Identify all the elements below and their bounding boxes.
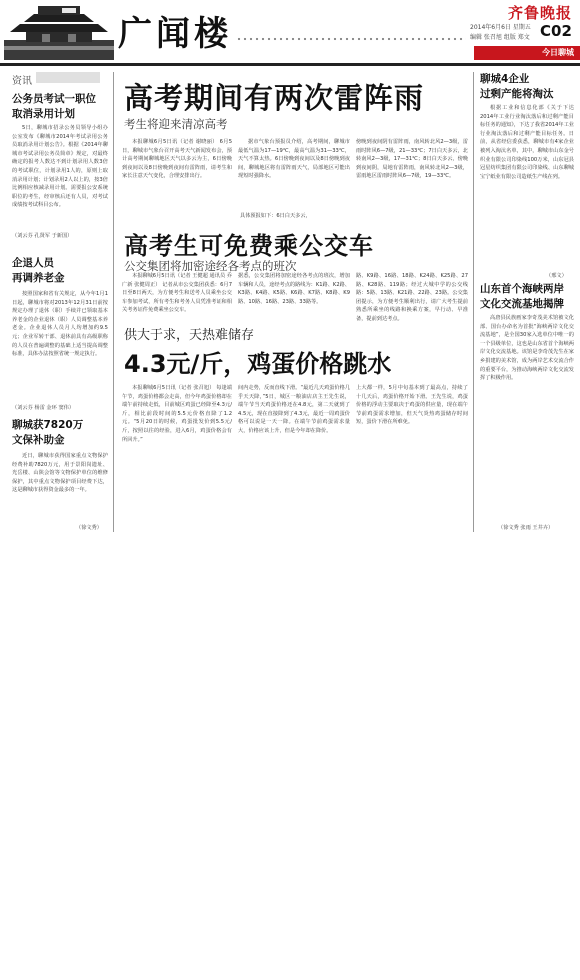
lead-byline-end: 具体预报如下：6日白天多云， [240,213,311,219]
headline-line: 聊城4企业 [480,73,530,85]
page-number: C02 [540,22,572,40]
story-body: 5日，聊城市招录公务员领导小组办公室发布《聊城市2014年考试录用公务员取消录用计划公告》。根据《2014年聊城市考试录用公务员简章》规定，对最终确定的报考人数达不到计划录用人数3倍的考试职位，计划录用1人的，原则上取消录用计划；计划录用2人以上的，按3倍比例相应核减录用计划。需要报公安系统职位的考生，经审核后还有人员，对考试成绩按考试科目公布。 [12,125,108,209]
column-rule-left [113,72,114,532]
lead-body-col3: 傍晚到夜间阴有雷阵雨，南风转北风2—3级，雷雨时阵风6—7级，21—33℃；7日白天多云，北转南风2—3级，17—31℃；8日白天多云，傍晚到夜间阴，局地有雷阵雨，南风转北风2—3级，雷雨地区雷雨时阵风6—7级，19—33℃。 [356,139,468,180]
pagoda-illustration-icon [4,2,114,60]
lead-body-col2: 据市气象台预报员介绍，高考期间，聊城市最低气温为17—19℃，最高气温为31—33℃，天气不算太热。6日傍晚到夜间以及8日傍晚到夜间，聊城地区将有雷阵雨天气，局部地区可能出现短时强降水。 [238,139,350,180]
story-headline [480,72,574,102]
column-rule-right [473,72,474,532]
egg-body-col1: 本报聊城6月5日讯（记者 张召旭） 每逢端午节，鸡蛋价格都会走高，但今年鸡蛋价格却在端午前持续走低，目前城区鸡蛋已经降至4.3元/斤，相比前段时间的5.5元价格直降了1.2元。“5月20日的时候，鸡蛋批发价到5.5元/斤，按照以往的经验，进入6月，鸡蛋价格会有所回升。” [122,385,232,443]
headline-line: 文保补助金 [12,433,65,446]
paper-name: 齐鲁晚报 [508,4,573,22]
masthead-dotted-rule [236,36,466,42]
section-label: 资讯 [12,76,32,87]
story-headline [12,418,108,447]
section-label-bar [36,72,100,83]
story-byline: （邢文） [546,273,567,279]
headline-line: 过剩产能将淘汰 [480,88,554,100]
bus-body-col3: 路、K9路、16路、18路、K24路、K25路、27路、K28路、119路；经过大城中学的公交线路：5路、13路、K21路、22路、23路。公交集团提示，为方便考生顺利出行，请广大考生提前熟悉所乘坐的线路和换乘方案，早行动、早准备，提前到达考点。 [356,273,468,322]
headline-line: 企退人员 [12,257,54,269]
story-byline: （刘云芬 孔贤军 于新国） [12,233,73,239]
story-body: 根据工业和信息化部《关于下达2014年工业行业淘汰落后和过剩产能目标任务的通知》，下达了我省2014年工业行业淘汰落后和过剩产能目标任务。日前，从省经信委获悉，聊城市有4家企业被列入淘汰名单，其中，聊城市山东金号织业有限公司印染线100万米，山东冠县冠星纺织集团有限公司印染线、山东聊城宝宁纸业有限公司造纸生产线在列。 [480,105,574,180]
headline-line: 文化交流基地揭牌 [480,298,564,310]
lead-body-col1: 本报聊城6月5日讯（记者 谢晓丽） 6月5日，聊城市气象台召开高考天气新闻发布会，预计高考期间聊城地区天气以多云为主，6日傍晚到夜间以及8日傍晚到夜间有雷阵雨，请考生和家长注意天气变化，合理安排出行。 [122,139,232,180]
section-name: 广闻楼 [118,14,232,54]
headline-line: 取消录用计划 [12,107,75,120]
story-headline [12,256,108,285]
story-byline: （徐文秀 张雨 王井卉） [498,525,554,531]
lead-headline: 高考期间有两次雷阵雨 [124,81,425,115]
story-headline [12,92,108,121]
story-body: 高唐县民族画家李奇茂美术馆被文化部、国台办命名为首批“海峡两岸文化交流基地”，是全国30家入选单位中唯一的一个县级单位，这也是山东省首个海峡两岸文化交流基地。该馆是李奇茂先生在家乡捐建的美术馆，成为两岸艺术交流合作的重要平台，为推动海峡两岸文化交流发挥了积极作用。 [480,315,574,382]
story-byline: （刘云芬 杨雷 金环 窦伟） [12,405,75,411]
headline-line: 山东首个海峡两岸 [480,283,564,295]
egg-body-col2: 间内走势，反而直线下滑。“最近几天鸡蛋价格几乎天天降，”5日，城区一粮油店店主王先生说，端午节当天鸡蛋价格还在4.8元，第二天就到了4.5元，现在直接降到了4.3元，最近一周鸡蛋价格可以说是一天一降。在端午节前鸡蛋需求量大，价格应该上升，但是今年却在降价。 [238,385,350,434]
story-body: 按照国家和省有关规定，从今年1月1日起，聊城市将对2013年12月31日前按规定办理了退休（职）手续并已领取基本养老金的企业退休（职）人员调整基本养老金。企业退休人员月人均增加约9.5元；企业军转干部、退休前具有高级职称的人员在普遍调整的基础上适当提高调整标准，具体办法按照省统一规定执行。 [12,291,108,358]
egg-headline: 4.3元/斤，鸡蛋价格跳水 [124,350,392,378]
lead-subhead: 考生将迎来清凉高考 [124,117,228,131]
bus-body-col1: 本报聊城6月5日讯（记者 王健超 通讯员 乔广新 张健周正） 记者从市公交集团获悉：6月7日至8日两天，为方便考生和送考人员乘坐公交车参加考试，所有考生和考务人员凭准考证和相关考务证件免费乘坐公交车。 [122,273,232,314]
editors-credit: 编辑 张召旭 组版 郑文 [470,34,530,41]
egg-kicker: 供大于求，天热难储存 [124,328,255,343]
masthead [0,0,580,66]
story-byline: （徐文秀） [76,525,102,531]
story-headline [480,282,574,312]
issue-date: 2014年6月6日 星期五 [470,24,531,31]
bus-headline: 高考生可免费乘公交车 [124,232,374,260]
headline-line: 再调养老金 [12,271,65,284]
egg-body-col3: 上大都一样，5月中旬基本到了最高点，持续了十几天后，鸡蛋价格开始下滑。王先生说，鸡蛋价格的浮动主要取决于鸡蛋的供应量，现在端午节前鸡蛋需求增加，但天气炎热鸡蛋储存时间短，蛋价下滑在所难免。 [356,385,468,426]
headline-line: 公务员考试一职位 [12,93,96,105]
bus-subhead: 公交集团将加密途经各考点的班次 [124,259,297,273]
story-body: 近日，聊城市获得国家重点文物保护经费补助7820万元，用于景阳岗遗址、光岳楼、山陕会馆等文物保护单位的维修保护，其中重点文物保护项目经费下达，这是聊城市获得资金最多的一年。 [12,453,108,494]
bus-body-col2: 据悉，公交集团将加密途经各考点的班次，增加车辆和人员，途经考点的路线为：K1路、K2路、K3路、K4路、K5路、K6路、K7路、K8路、K9路、10路、16路、23路、33路等。 [238,273,350,305]
headline-line: 聊城获7820万 [12,419,84,431]
edition-tab: 今日聊城 [474,46,580,60]
